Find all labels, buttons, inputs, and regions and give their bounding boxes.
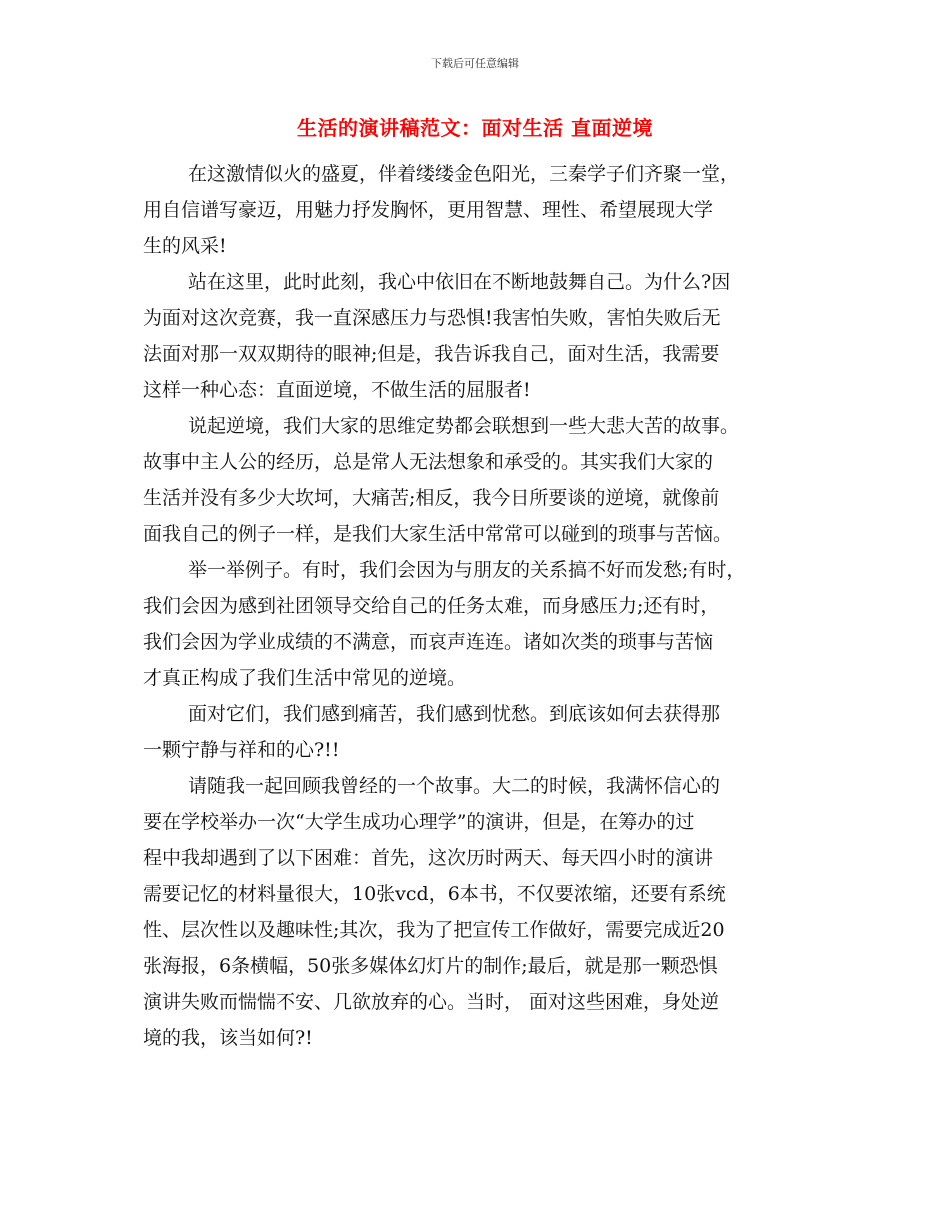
paragraph-line: 举一举例子。有时，我们会因为与朋友的关系搞不好而发愁;有时， (188, 559, 746, 581)
paragraph (143, 552, 823, 696)
paragraph-line: 张海报，6条横幅，50张多媒体幻灯片的制作;最后，就是那一颗恐惧 (143, 955, 718, 977)
paragraph-line: 需要记忆的材料量很大，10张vcd，6本书，不仅要浓缩，还要有系统 (143, 883, 726, 905)
paragraph-line: 在这激情似火的盛夏，伴着缕缕金色阳光，三秦学子们齐聚一堂， (188, 163, 740, 185)
paragraph-line: 我们会因为学业成绩的不满意，而哀声连连。诸如次类的琐事与苦恼 (143, 631, 714, 653)
paragraph-line: 为面对这次竞赛，我一直深感压力与恐惧!我害怕失败，害怕失败后无 (143, 307, 721, 329)
paragraph-line: 才真正构成了我们生活中常见的逆境。 (143, 667, 467, 689)
paragraph (143, 408, 823, 552)
paragraph (143, 264, 823, 408)
paragraph-line: 境的我，该当如何?! (143, 1027, 313, 1049)
paragraph-line: 故事中主人公的经历，总是常人无法想象和承受的。其实我们大家的 (143, 451, 714, 473)
paragraph (143, 156, 823, 264)
paragraph-line: 演讲失败而惴惴不安、几欲放弃的心。当时， 面对这些困难，身处逆 (143, 991, 720, 1013)
paragraph-line: 生活并没有多少大坎坷，大痛苦;相反，我今日所要谈的逆境，就像前 (143, 487, 720, 509)
paragraph-line: 这样一种心态：直面逆境，不做生活的屈服者! (143, 379, 531, 401)
paragraph-line: 面对它们，我们感到痛苦，我们感到忧愁。到底该如何去获得那 (188, 703, 721, 725)
document-title: 生活的演讲稿范文：面对生活 直面逆境 (297, 116, 653, 140)
paragraph-line: 请随我一起回顾我曾经的一个故事。大二的时候，我满怀信心的 (188, 775, 721, 797)
paragraph-line: 站在这里，此时此刻，我心中依旧在不断地鼓舞自己。为什么?因 (188, 271, 731, 293)
paragraph-line: 我们会因为感到社团领导交给自己的任务太难，而身感压力;还有时， (143, 595, 720, 617)
header-note: 下载后可任意编辑 (431, 57, 519, 70)
paragraph-line: 法面对那一双双期待的眼神;但是，我告诉我自己，面对生活，我需要 (143, 343, 720, 365)
paragraph-line: 生的风采! (143, 235, 227, 257)
paragraph-line: 性、层次性以及趣味性;其次，我为了把宣传工作做好，需要完成近20 (143, 919, 725, 941)
paragraph-line: 一颗宁静与祥和的心?!! (143, 739, 340, 761)
paragraph-line: 用自信谱写豪迈，用魅力抒发胸怀，更用智慧、理性、希望展现大学 (143, 199, 714, 221)
document-body (143, 156, 823, 1056)
paragraph-line: 程中我却遇到了以下困难：首先，这次历时两天、每天四小时的演讲 (143, 847, 714, 869)
paragraph (143, 768, 823, 1056)
paragraph (143, 696, 823, 768)
paragraph-line: 说起逆境，我们大家的思维定势都会联想到一些大悲大苦的故事。 (188, 415, 740, 437)
paragraph-line: 要在学校举办一次“大学生成功心理学”的演讲，但是，在筹办的过 (143, 811, 695, 833)
paragraph-line: 面我自己的例子一样，是我们大家生活中常常可以碰到的琐事与苦恼。 (143, 523, 733, 545)
